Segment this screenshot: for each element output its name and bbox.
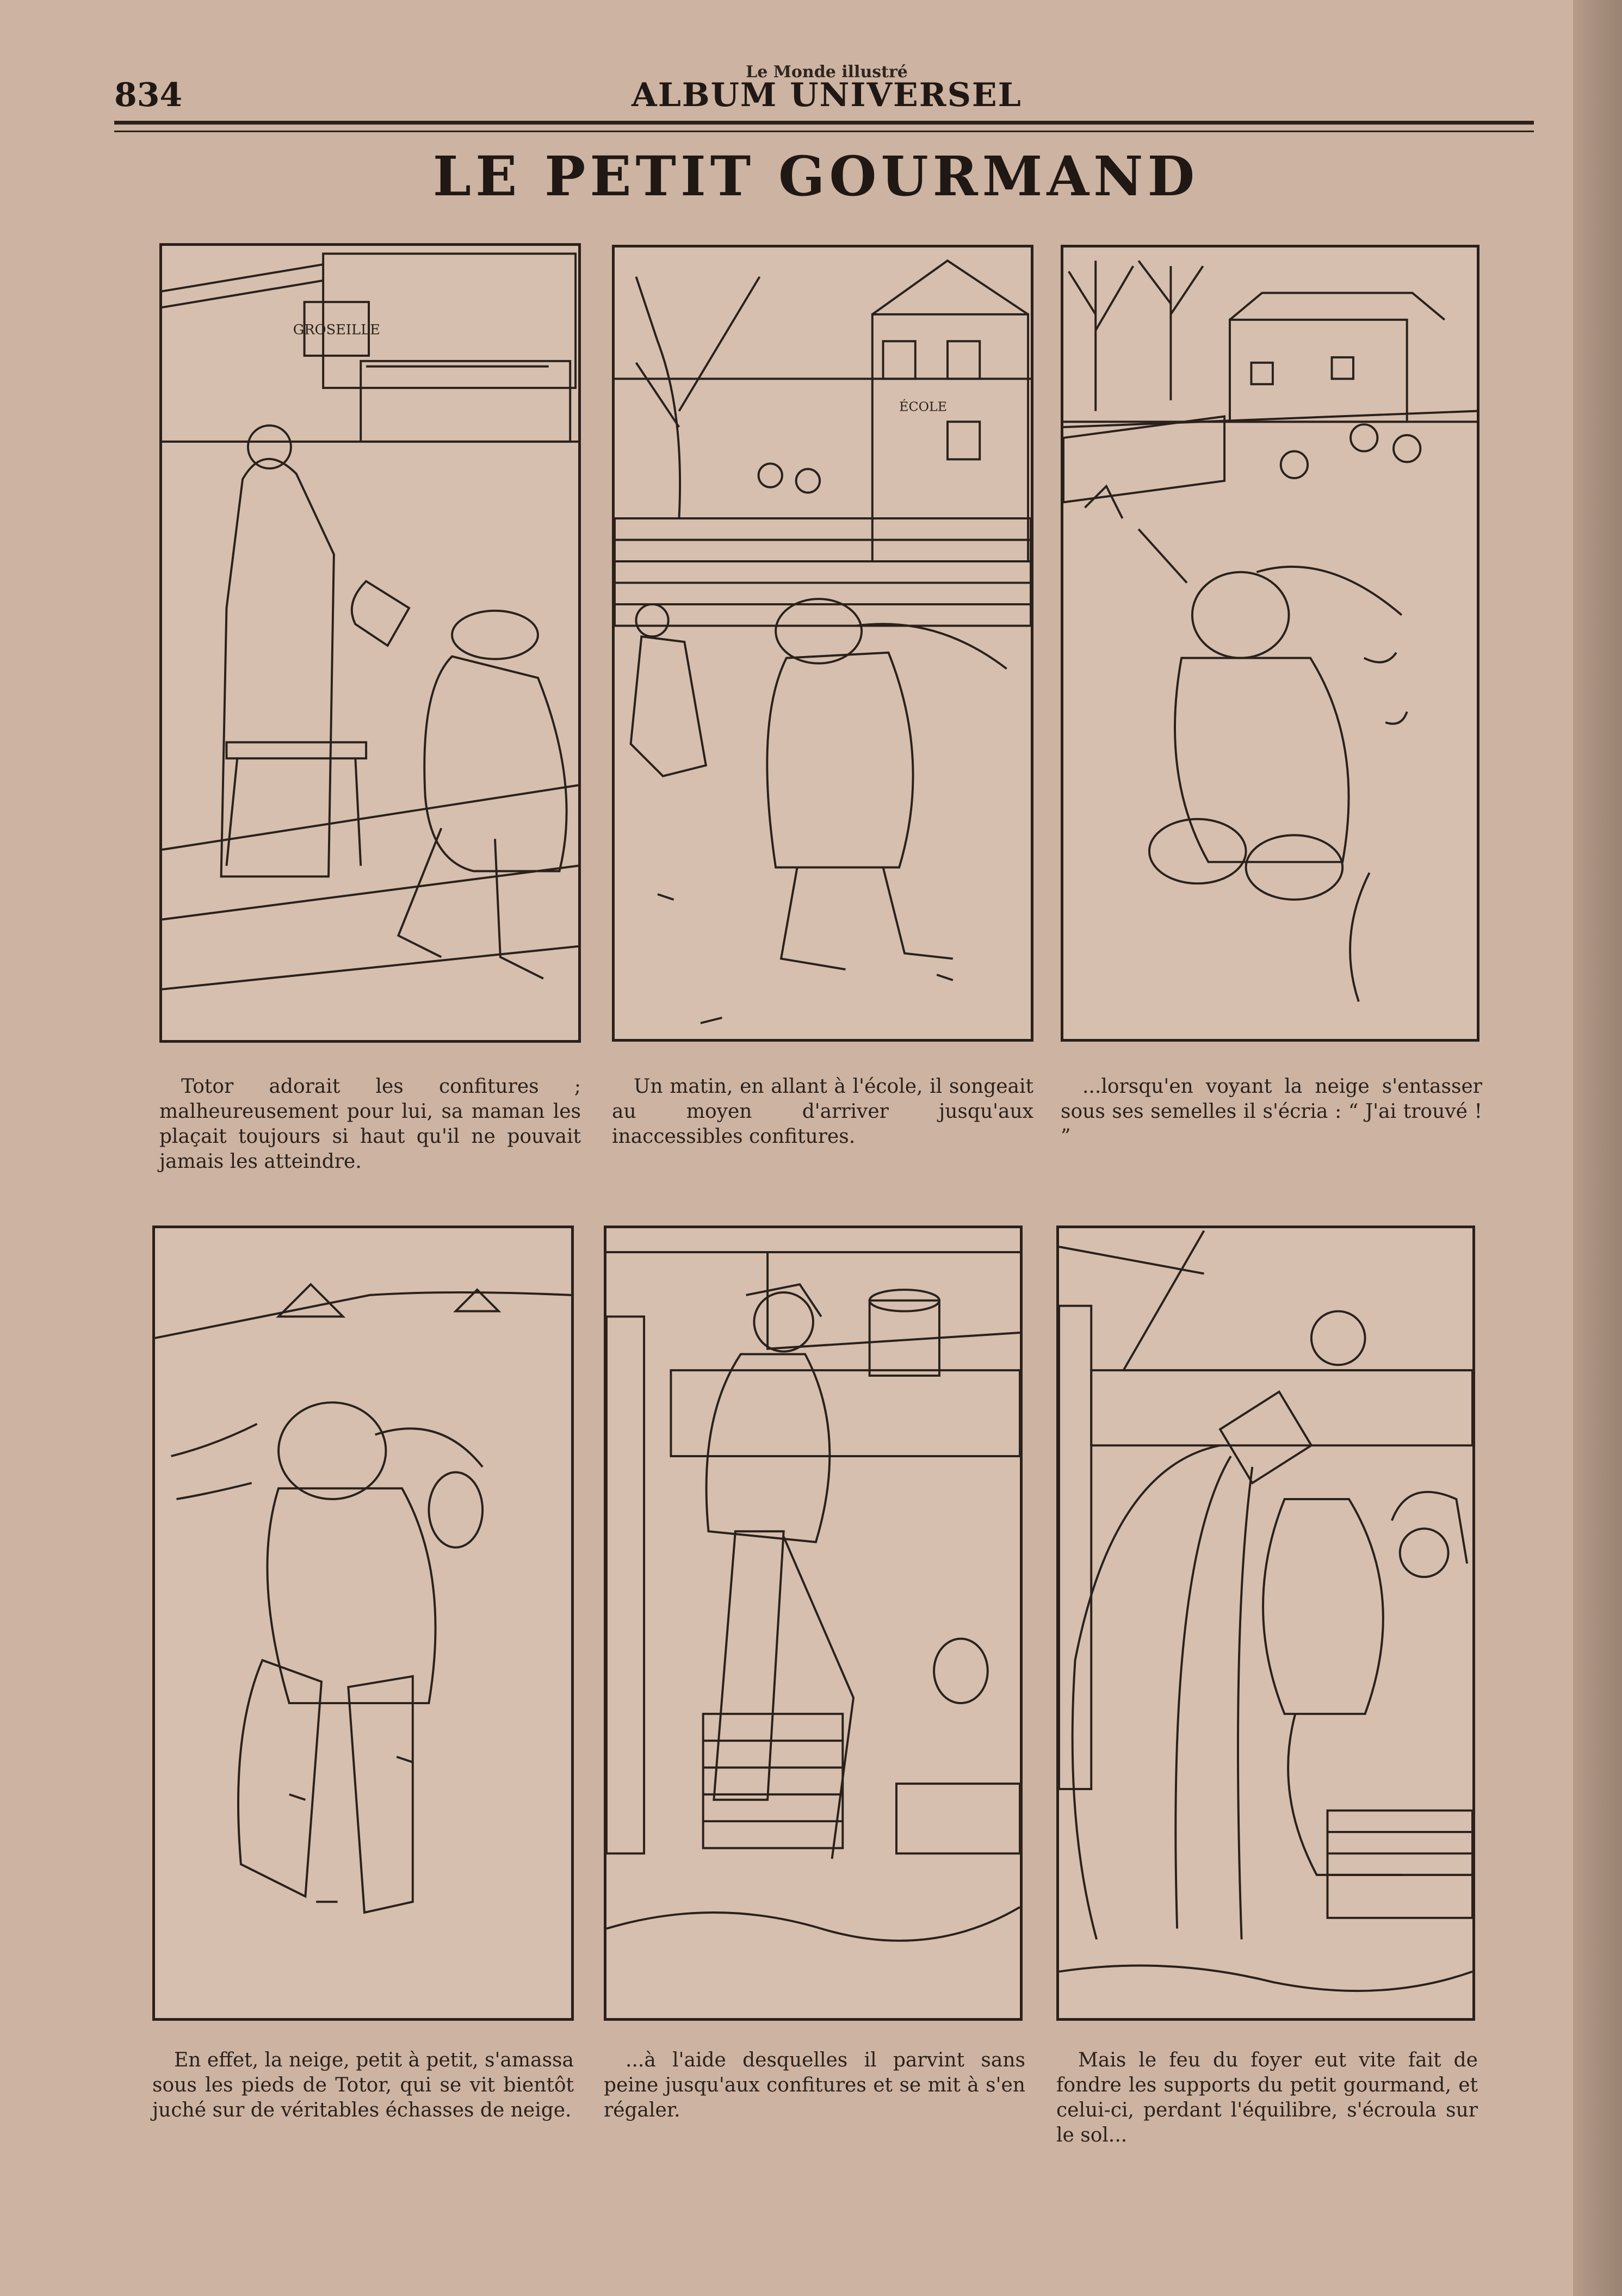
caption-3: ...lorsqu'en voyant la neige s'entasser sous ses semelles il s'écria : “ J'ai trouvé ! ” — [1061, 1075, 1482, 1148]
caption-4: En effet, la neige, petit à petit, s'amassa sous les pieds de Totor, qui se vit bientôt juché sur de véritables échasses de neige. — [152, 2049, 574, 2121]
magazine-title: ALBUM UNIVERSEL — [632, 76, 1022, 114]
header-rule-thin — [114, 131, 1534, 132]
caption-2: Un matin, en allant à l'école, il songeait au moyen d'arriver jusqu'aux inaccessibles confitures. — [612, 1075, 1033, 1148]
panel-1-illustration — [162, 246, 578, 1040]
panel-3-illustration — [1063, 247, 1477, 1039]
page-number: 834 — [114, 76, 183, 114]
caption-1: Totor adorait les confitures ; malheureusement pour lui, sa maman les plaçait toujours si haut qu'il ne pouvait jamais les atteindre. — [159, 1075, 581, 1173]
comic-panel-2 — [612, 245, 1033, 1042]
comic-panel-6 — [1056, 1226, 1475, 2021]
comic-panel-5 — [604, 1226, 1023, 2021]
page-edge — [1573, 0, 1622, 2296]
comic-panel-1 — [159, 243, 581, 1043]
comic-panel-4 — [152, 1226, 574, 2021]
comic-panel-3 — [1061, 245, 1479, 1042]
panel-5-illustration — [606, 1228, 1020, 2018]
header-rule — [114, 121, 1534, 125]
panel-2-illustration — [615, 247, 1031, 1039]
caption-5: ...à l'aide desquelles il parvint sans peine jusqu'aux confitures et se mit à s'en régaler. — [604, 2049, 1025, 2121]
jar-label-groseille: GROSEILLE — [293, 321, 380, 338]
publication-name: Le Monde illustré — [746, 63, 908, 82]
panel-4-illustration — [155, 1228, 571, 2018]
school-sign: ÉCOLE — [899, 399, 948, 414]
panel-6-illustration — [1059, 1228, 1472, 2018]
story-title: LE PETIT GOURMAND — [432, 144, 1199, 208]
caption-6: Mais le feu du foyer eut vite fait de fondre les supports du petit gourmand, et celui-ci, perdant l'équilibre, s'écroula sur le sol... — [1056, 2049, 1478, 2146]
